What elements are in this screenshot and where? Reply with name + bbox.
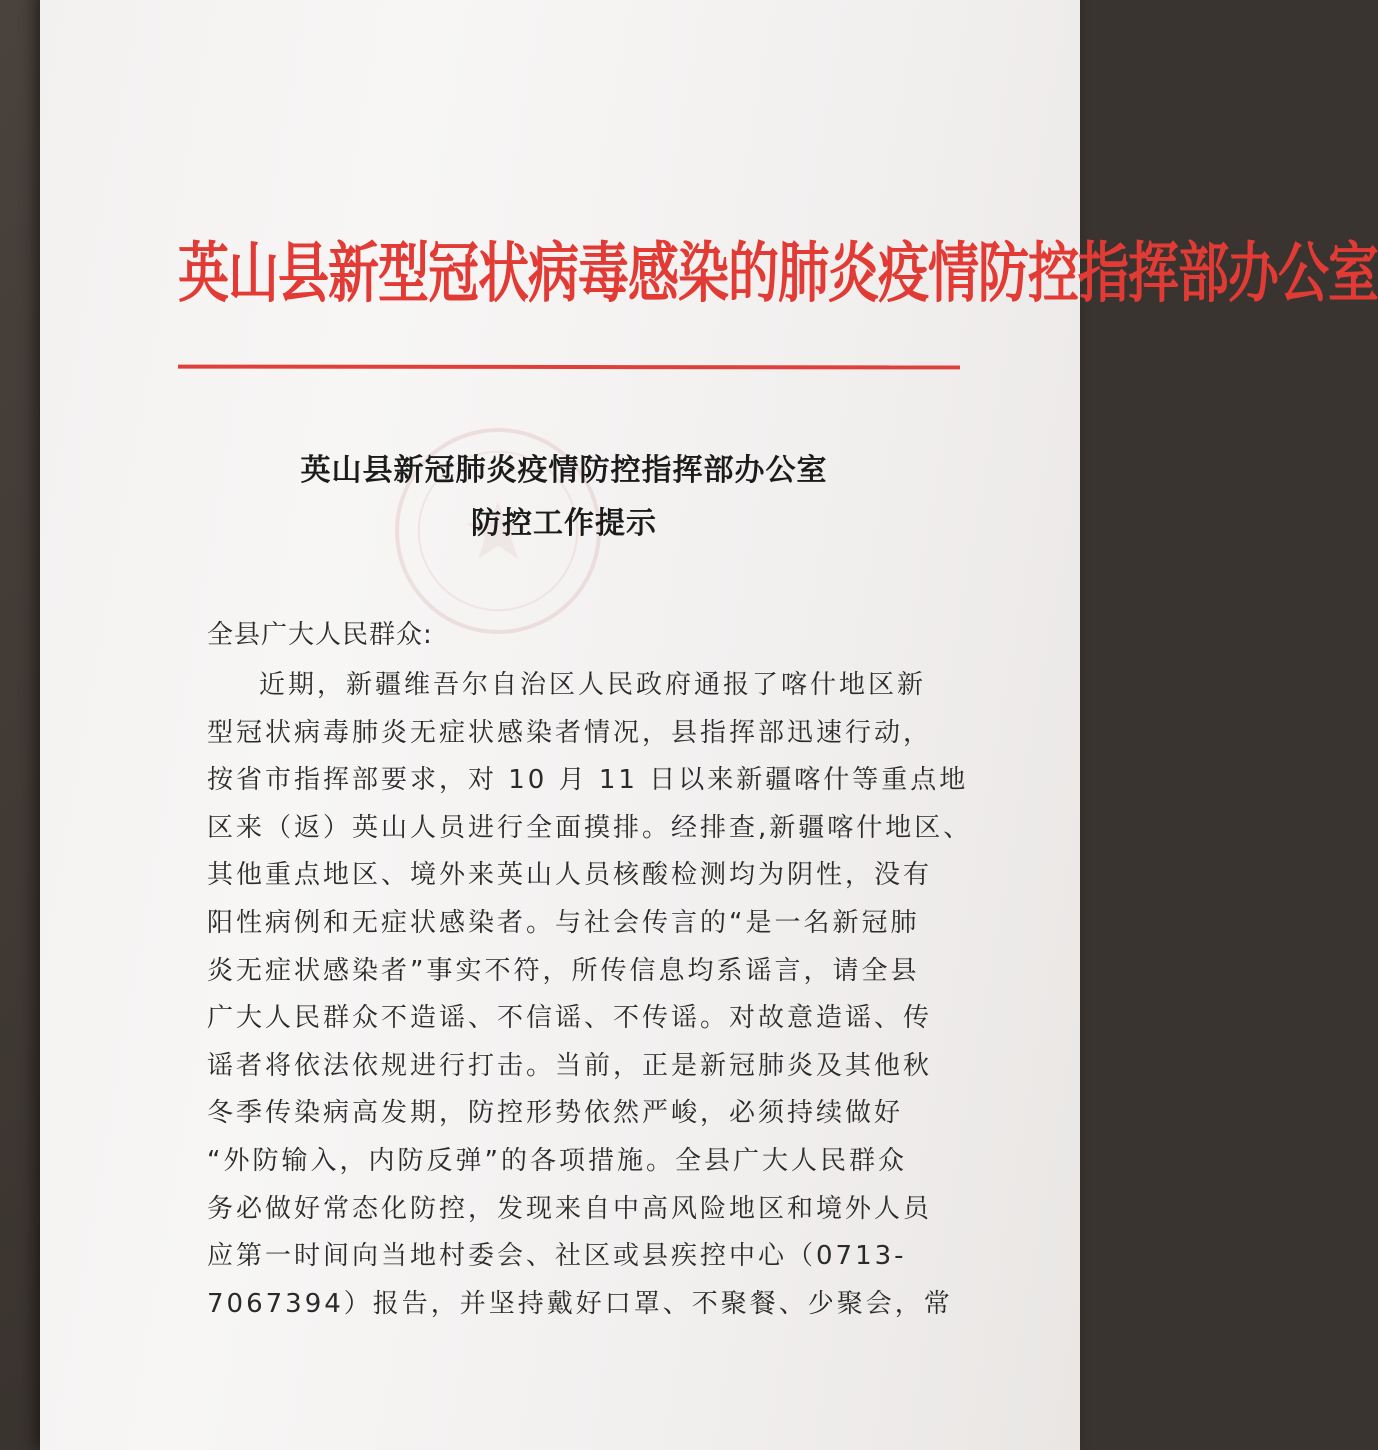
body-line: 近期，新疆维吾尔自治区人民政府通报了喀什地区新: [259, 670, 927, 700]
body-line: 谣者将依法依规进行打击。当前，正是新冠肺炎及其他秋: [207, 1050, 933, 1081]
salutation: 全县广大人民群众:: [207, 620, 433, 650]
body-line: 7067394）报告，并坚持戴好口罩、不聚餐、少聚会，常: [207, 1288, 953, 1319]
body-line: 区来（返）英山人员进行全面摸排。经排查,新疆喀什地区、: [207, 812, 973, 843]
red-masthead: 英山县新型冠状病毒感染的肺炎疫情防控指挥部办公室: [178, 235, 1378, 313]
body-line: 阳性病例和无症状感染者。与社会传言的“是一名新冠肺: [207, 907, 920, 938]
body-line: 按省市指挥部要求，对 10 月 11 日以来新疆喀什等重点地: [207, 765, 969, 796]
notice-body: [207, 608, 973, 1328]
body-line: 型冠状病毒肺炎无症状感染者情况，县指挥部迅速行动，: [207, 717, 933, 748]
body-line: 务必做好常态化防控，发现来自中高风险地区和境外人员: [207, 1193, 933, 1224]
body-line: 广大人民群众不造谣、不信谣、不传谣。对故意造谣、传: [207, 1003, 933, 1034]
notice-title-line-2: 防控工作提示: [471, 506, 657, 541]
red-divider-line: [178, 365, 960, 370]
body-line: 冬季传染病高发期，防控形势依然严峻，必须持续做好: [207, 1098, 904, 1129]
body-line: 炎无症状感染者”事实不符，所传信息均系谣言，请全县: [207, 955, 920, 986]
notice-title-line-1: 英山县新冠肺炎疫情防控指挥部办公室: [300, 453, 828, 488]
body-line: “外防输入，内防反弹”的各项措施。全县广大人民群众: [207, 1145, 907, 1176]
body-line: 应第一时间向当地村委会、社区或县疾控中心（0713-: [207, 1241, 907, 1272]
body-line: 其他重点地区、境外来英山人员核酸检测均为阴性，没有: [207, 860, 933, 891]
